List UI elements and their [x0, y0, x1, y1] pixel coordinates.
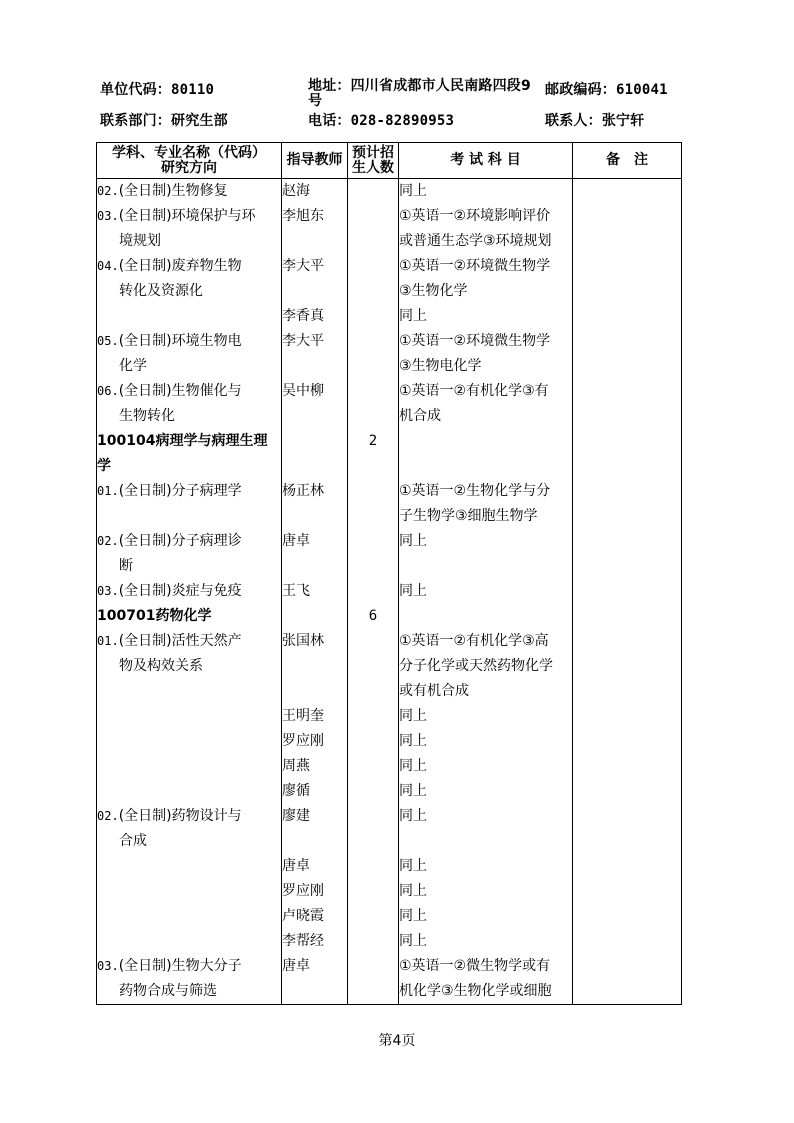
table-row [97, 854, 682, 879]
exam-subjects: 同上 [399, 704, 573, 729]
remark-cell [573, 854, 682, 879]
enroll-count [348, 704, 399, 729]
research-direction: 06.(全日制)生物催化与 生物转化 [97, 379, 282, 429]
teacher-cell: 唐卓 [282, 854, 348, 879]
teacher-cell: 唐卓 [282, 529, 348, 579]
table-row [97, 529, 682, 579]
remark-cell [573, 954, 682, 1005]
remark-cell [573, 804, 682, 854]
teacher-cell [282, 429, 348, 479]
table-row [97, 629, 682, 704]
table-row [97, 779, 682, 804]
exam-subjects: 同上 [399, 904, 573, 929]
remark-cell [573, 729, 682, 754]
enroll-count [348, 179, 399, 205]
enroll-count [348, 254, 399, 304]
research-direction: 03.(全日制)生物大分子 药物合成与筛选 [97, 954, 282, 1005]
teacher-cell: 张国林 [282, 629, 348, 704]
research-direction [97, 929, 282, 954]
enroll-count [348, 729, 399, 754]
research-direction [97, 879, 282, 904]
table-row [97, 754, 682, 779]
exam-subjects: 同上 [399, 804, 573, 854]
teacher-cell: 王明奎 [282, 704, 348, 729]
remark-cell [573, 329, 682, 379]
exam-subjects: 同上 [399, 754, 573, 779]
table-row [97, 579, 682, 604]
enroll-count [348, 904, 399, 929]
exam-subjects: ①英语一②环境微生物学 ③生物化学 [399, 254, 573, 304]
exam-subjects: ①英语一②有机化学③有 机合成 [399, 379, 573, 429]
research-direction: 02.(全日制)药物设计与 合成 [97, 804, 282, 854]
unit-code: 单位代码：80110 [100, 82, 215, 98]
research-direction: 03.(全日制)炎症与免疫 [97, 579, 282, 604]
research-direction [97, 729, 282, 754]
teacher-cell: 李帮经 [282, 929, 348, 954]
research-direction: 02.(全日制)分子病理诊 断 [97, 529, 282, 579]
table-row [97, 704, 682, 729]
page-number: 第4页 [378, 1033, 416, 1049]
research-direction [97, 304, 282, 329]
exam-subjects: 同上 [399, 729, 573, 754]
exam-cell [399, 604, 573, 629]
enroll-count [348, 854, 399, 879]
header-count: 预计招 生人数 [348, 143, 399, 179]
table-row [97, 304, 682, 329]
teacher-cell [282, 604, 348, 629]
enroll-count [348, 929, 399, 954]
exam-subjects: 同上 [399, 854, 573, 879]
teacher-cell: 李大平 [282, 329, 348, 379]
teacher-cell: 廖循 [282, 779, 348, 804]
remark-cell [573, 179, 682, 205]
table-row [97, 179, 682, 205]
teacher-cell: 赵海 [282, 179, 348, 205]
remark-cell [573, 629, 682, 704]
exam-subjects: ①英语一②生物化学与分 子生物学③细胞生物学 [399, 479, 573, 529]
exam-subjects: ①英语一②微生物学或有 机化学③生物化学或细胞 [399, 954, 573, 1005]
research-direction: 01.(全日制)活性天然产 物及构效关系 [97, 629, 282, 704]
remark-cell [573, 204, 682, 254]
contact-person: 联系人：张宁轩 [545, 113, 645, 129]
exam-subjects: 同上 [399, 304, 573, 329]
enroll-count: 6 [348, 604, 399, 629]
teacher-cell: 王飞 [282, 579, 348, 604]
exam-subjects: 同上 [399, 179, 573, 205]
enroll-count: 2 [348, 429, 399, 479]
research-direction [97, 854, 282, 879]
teacher-cell: 唐卓 [282, 954, 348, 1005]
enroll-count [348, 779, 399, 804]
remark-cell [573, 929, 682, 954]
enroll-count [348, 579, 399, 604]
exam-subjects: ①英语一②有机化学③高 分子化学或天然药物化学 或有机合成 [399, 629, 573, 704]
table-row [97, 954, 682, 1005]
remark-cell [573, 879, 682, 904]
remark-cell [573, 254, 682, 304]
table-row [97, 929, 682, 954]
teacher-cell: 吴中柳 [282, 379, 348, 429]
address: 地址：四川省成都市人民南路四段9号 [308, 78, 531, 109]
table-row [97, 204, 682, 254]
research-direction [97, 754, 282, 779]
major-name: 100701药物化学 [97, 604, 282, 629]
table-row [97, 479, 682, 529]
teacher-cell: 卢晓霞 [282, 904, 348, 929]
enroll-count [348, 379, 399, 429]
contact-department: 联系部门：研究生部 [100, 113, 228, 129]
admission-table [96, 142, 682, 1005]
research-direction: 04.(全日制)废弃物生物 转化及资源化 [97, 254, 282, 304]
header-remark: 备 注 [573, 143, 682, 179]
exam-subjects: 同上 [399, 529, 573, 579]
telephone: 电话：028-82890953 [308, 113, 455, 129]
enroll-count [348, 754, 399, 779]
enroll-count [348, 529, 399, 579]
header-teacher: 指导教师 [282, 143, 348, 179]
remark-cell [573, 604, 682, 629]
enroll-count [348, 304, 399, 329]
table-row [97, 379, 682, 429]
teacher-cell: 周燕 [282, 754, 348, 779]
exam-subjects: ①英语一②环境影响评价 或普通生态学③环境规划 [399, 204, 573, 254]
research-direction [97, 779, 282, 804]
research-direction: 02.(全日制)生物修复 [97, 179, 282, 205]
exam-subjects: 同上 [399, 779, 573, 804]
enroll-count [348, 629, 399, 704]
remark-cell [573, 479, 682, 529]
enroll-count [348, 329, 399, 379]
table-row [97, 429, 682, 479]
exam-cell [399, 429, 573, 479]
table-header-row [97, 143, 682, 179]
teacher-cell: 罗应刚 [282, 729, 348, 754]
remark-cell [573, 379, 682, 429]
enroll-count [348, 479, 399, 529]
table-row [97, 254, 682, 304]
table-row [97, 729, 682, 754]
remark-cell [573, 704, 682, 729]
research-direction [97, 904, 282, 929]
teacher-cell: 李大平 [282, 254, 348, 304]
teacher-cell: 杨正林 [282, 479, 348, 529]
remark-cell [573, 529, 682, 579]
major-name: 100104病理学与病理生理学 [97, 429, 282, 479]
research-direction [97, 704, 282, 729]
teacher-cell: 李旭东 [282, 204, 348, 254]
teacher-cell: 廖建 [282, 804, 348, 854]
remark-cell [573, 904, 682, 929]
research-direction: 01.(全日制)分子病理学 [97, 479, 282, 529]
remark-cell [573, 754, 682, 779]
header-major: 学科、专业名称（代码） 研究方向 [97, 143, 282, 179]
table-row [97, 329, 682, 379]
postal-code: 邮政编码：610041 [545, 82, 668, 98]
table-row [97, 804, 682, 854]
exam-subjects: 同上 [399, 879, 573, 904]
enroll-count [348, 204, 399, 254]
header-exam: 考 试 科 目 [399, 143, 573, 179]
enroll-count [348, 879, 399, 904]
remark-cell [573, 779, 682, 804]
exam-subjects: 同上 [399, 929, 573, 954]
table-row [97, 604, 682, 629]
exam-subjects: 同上 [399, 579, 573, 604]
remark-cell [573, 579, 682, 604]
exam-subjects: ①英语一②环境微生物学 ③生物电化学 [399, 329, 573, 379]
teacher-cell: 罗应刚 [282, 879, 348, 904]
remark-cell [573, 429, 682, 479]
table-row [97, 904, 682, 929]
research-direction: 03.(全日制)环境保护与环 境规划 [97, 204, 282, 254]
table-row [97, 879, 682, 904]
research-direction: 05.(全日制)环境生物电 化学 [97, 329, 282, 379]
teacher-cell: 李香真 [282, 304, 348, 329]
enroll-count [348, 804, 399, 854]
remark-cell [573, 304, 682, 329]
enroll-count [348, 954, 399, 1005]
